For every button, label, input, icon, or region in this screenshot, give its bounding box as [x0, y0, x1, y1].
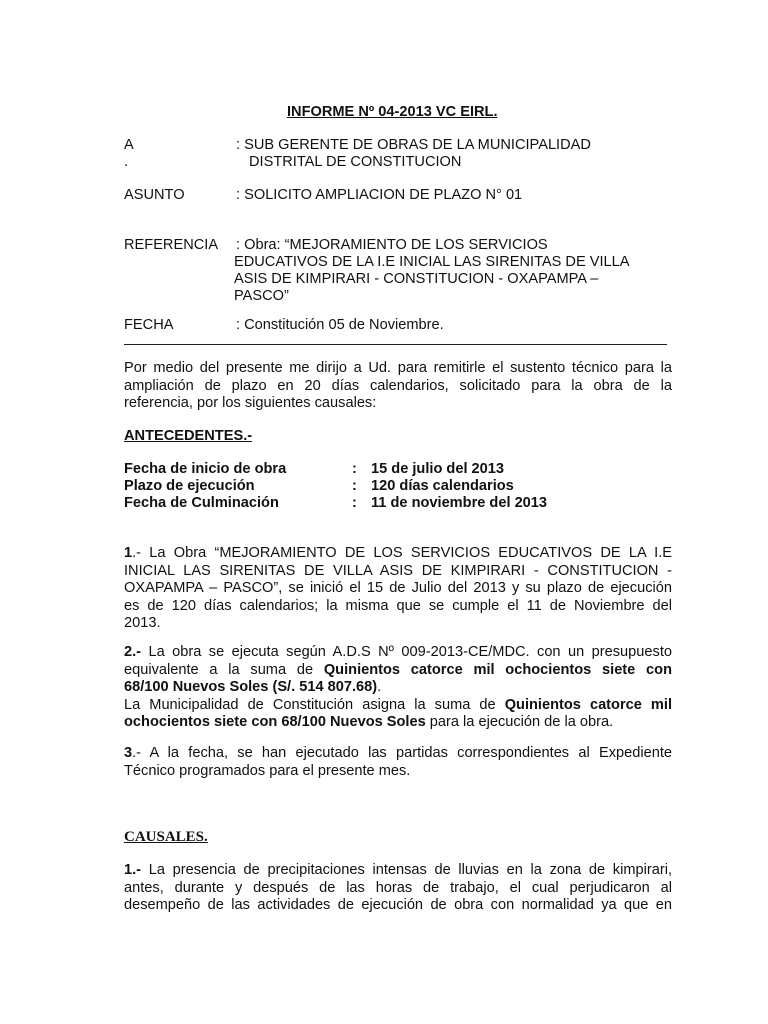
paragraph-number: 3	[124, 745, 133, 761]
intro-line: referencia, por los siguientes causales:	[124, 395, 377, 411]
paragraph-number: 2.-	[124, 644, 142, 660]
paragraph-text: La Municipalidad de Constitución asigna la suma de	[124, 696, 505, 713]
antecedentes-paragraph-3	[124, 745, 672, 780]
field-referencia-label: REFERENCIA	[124, 237, 219, 253]
table-row-value: 15 de julio del 2013	[371, 461, 505, 477]
amount-text: Quinientos catorce mil ochocientos siete con	[323, 661, 672, 678]
intro-paragraph	[124, 360, 672, 413]
field-a-dot: .	[124, 154, 129, 170]
amount-text: Quinientos catorce mil	[504, 696, 672, 713]
field-fecha-value: : Constitución 05 de Noviembre.	[236, 317, 444, 333]
paragraph-text: desempeño de las actividades de ejecución de obra con normalidad ya que en	[124, 897, 672, 913]
table-row-value: 120 días calendarios	[371, 478, 514, 494]
table-row-sep: :	[352, 495, 357, 511]
field-referencia-line4: PASCO”	[234, 288, 289, 304]
amount-text: 68/100 Nuevos Soles (S/. 514 807.68)	[124, 679, 378, 695]
causales-paragraph-1	[124, 862, 672, 915]
table-row-label: Plazo de ejecución	[124, 478, 255, 494]
paragraph-text: La obra se ejecuta según A.D.S Nº 009-2013-CE/MDC. con un presupuesto	[141, 644, 672, 660]
paragraph-text: .- A la fecha, se han ejecutado las partidas correspondientes al Expediente	[132, 745, 672, 761]
paragraph-text: antes, durante y después de las horas de trabajo, el cual perjudicaron al	[124, 879, 672, 896]
field-fecha-label: FECHA	[124, 317, 174, 333]
antecedentes-paragraph-1	[124, 545, 672, 633]
table-row-sep: :	[352, 478, 357, 494]
paragraph-text: 2013.	[124, 615, 161, 631]
paragraph-text: OXAPAMPA – PASCO”, se inició el 15 de Julio del 2013 y su plazo de ejecución	[124, 580, 672, 596]
field-a-line1: : SUB GERENTE DE OBRAS DE LA MUNICIPALIDAD	[236, 137, 591, 153]
field-asunto-label: ASUNTO	[124, 187, 185, 203]
table-row-sep: :	[352, 461, 357, 477]
intro-line: ampliación de plazo en 20 días calendarios, solicitado para la obra de la	[124, 377, 672, 394]
paragraph-text: Técnico programados para el presente mes.	[124, 762, 411, 779]
field-referencia-line1: : Obra: “MEJORAMIENTO DE LOS SERVICIOS	[236, 237, 548, 253]
paragraph-text: INICIAL LAS SIRENITAS DE VILLA ASIS DE KIMPIRARI - CONSTITUCION -	[124, 562, 672, 579]
paragraph-text: .	[377, 679, 382, 695]
amount-text: ochocientos siete con 68/100 Nuevos Soles	[124, 714, 426, 730]
table-row-label: Fecha de Culminación	[124, 495, 279, 511]
field-a-line2: DISTRITAL DE CONSTITUCION	[249, 154, 462, 170]
causales-heading: CAUSALES.	[124, 829, 208, 845]
field-referencia-line3: ASIS DE KIMPIRARI - CONSTITUCION - OXAPAMPA –	[234, 271, 599, 287]
field-a-label: A	[124, 137, 134, 153]
paragraph-text: equivalente a la suma de	[124, 661, 324, 678]
antecedentes-heading: ANTECEDENTES.-	[124, 428, 253, 444]
paragraph-number: 1.-	[124, 862, 142, 878]
paragraph-text: La presencia de precipitaciones intensas de lluvias en la zona de kimpirari,	[141, 862, 672, 878]
intro-line: Por medio del presente me dirijo a Ud. para remitirle el sustento técnico para la	[124, 360, 672, 376]
field-referencia-line2: EDUCATIVOS DE LA I.E INICIAL LAS SIRENITAS DE VILLA	[234, 254, 630, 270]
field-asunto-value: : SOLICITO AMPLIACION DE PLAZO N° 01	[236, 187, 523, 203]
separator-rule	[124, 344, 667, 345]
paragraph-number: 1	[124, 545, 133, 561]
table-row-value: 11 de noviembre del 2013	[371, 495, 548, 511]
paragraph-text: es de 120 días calendarios; la misma que se cumple el 11 de Noviembre del	[124, 597, 672, 614]
antecedentes-paragraph-2	[124, 644, 672, 732]
report-title: INFORME Nº 04-2013 VC EIRL.	[287, 104, 498, 120]
table-row-label: Fecha de inicio de obra	[124, 461, 287, 477]
paragraph-text: .- La Obra “MEJORAMIENTO DE LOS SERVICIOS EDUCATIVOS DE LA I.E	[132, 545, 672, 561]
paragraph-text: para la ejecución de la obra.	[425, 714, 614, 730]
